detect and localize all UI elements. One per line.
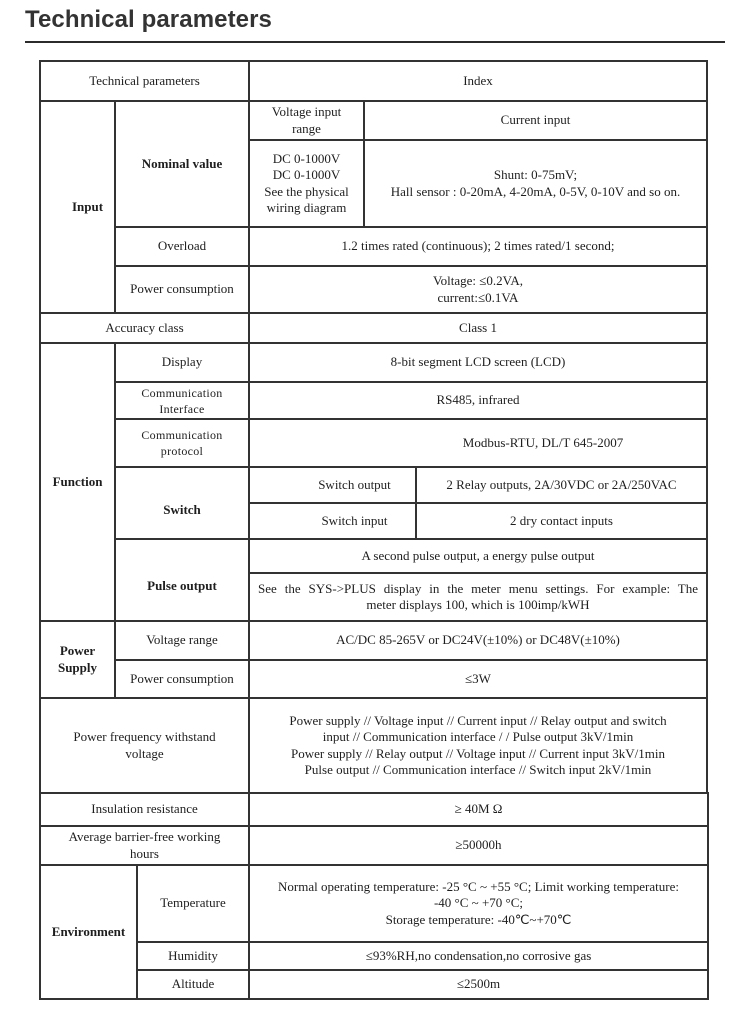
voltage-range-value: [248, 620, 708, 661]
mtbf-value: [248, 825, 709, 866]
humidity-label: [136, 941, 250, 971]
accuracy-class-label: [39, 312, 250, 344]
environment-group-label: [39, 864, 138, 1000]
communication-protocol-value: [248, 418, 708, 468]
withstand-label-line: voltage: [125, 745, 164, 761]
header-index: Index: [463, 72, 493, 88]
voltage-input-range-header: [248, 100, 365, 141]
switch-output-value: [415, 466, 708, 504]
humidity-label-text: Humidity: [168, 947, 218, 963]
voltage-range-label: [114, 620, 250, 661]
insulation-resistance-label: [39, 792, 250, 827]
display-label-text: Display: [161, 354, 203, 370]
supply-power-consumption-label-text: Power consumption: [130, 670, 234, 686]
comm-interface-value-text: RS485, infrared: [436, 392, 520, 408]
overload-label-text: Overload: [157, 238, 207, 254]
header-parameter-cell: [39, 60, 250, 102]
current-value-line: Shunt: 0-75mV;: [493, 167, 578, 182]
overload-value-text: 1.2 times rated (continuous); 2 times rated/1 second;: [341, 238, 615, 254]
power-supply-label-line: Power: [59, 643, 96, 658]
pulse-output-types: [248, 538, 708, 574]
overload-value: [248, 226, 708, 267]
withstand-voltage-value: [248, 697, 708, 794]
pulse-note-line: meter displays 100, which is 100imp/kWH: [366, 597, 590, 612]
voltage-input-value: [248, 139, 365, 228]
altitude-label: [136, 969, 250, 1000]
altitude-value: [248, 969, 709, 1000]
switch-output-label-text: Switch output: [318, 476, 391, 492]
accuracy-class-value: [248, 312, 708, 344]
comm-interface-label-line: Interface: [159, 401, 205, 416]
current-input-value: [363, 139, 708, 228]
switch-output-label: [248, 466, 417, 504]
communication-interface-value: [248, 381, 708, 420]
supply-power-consumption-value: [248, 659, 708, 699]
withstand-value-line: Pulse output // Communication interface // Switch input 2kV/1min: [304, 762, 652, 777]
temperature-label: [136, 864, 250, 943]
withstand-value-line: input // Communication interface / / Pulse output 3kV/1min: [322, 729, 634, 744]
input-power-consumption-line: current:≤0.1VA: [437, 289, 519, 305]
insulation-resistance-value: [248, 792, 709, 827]
page-title: Technical parameters: [25, 6, 273, 33]
input-power-consumption-label: [114, 265, 250, 314]
temperature-value-line: -40 °C ~ +70 °C;: [433, 895, 524, 911]
comm-protocol-value-text: Modbus-RTU, DL/T 645-2007: [462, 434, 624, 450]
altitude-label-text: Altitude: [171, 976, 215, 992]
function-label: Function: [52, 473, 103, 489]
power-supply-group-label: [39, 620, 116, 699]
comm-protocol-label-line: Communication: [141, 428, 223, 442]
header-parameter: Technical parameters: [89, 72, 200, 88]
voltage-range-value-text: AC/DC 85-265V or DC24V(±10%) or DC48V(±10%): [336, 632, 620, 648]
voltage-header-line: range: [292, 120, 321, 136]
voltage-header-line: Voltage input: [271, 104, 342, 119]
pulse-note-line: See the SYS->PLUS display in the meter menu settings. For example: The: [258, 580, 698, 596]
switch-label: [114, 466, 250, 540]
comm-interface-label-line: Communication: [141, 385, 223, 400]
input-power-consumption-line: Voltage: ≤0.2VA,: [432, 273, 524, 288]
mtbf-value-text: ≥50000h: [455, 837, 502, 853]
comm-protocol-label-line: protocol: [160, 444, 204, 458]
insulation-label-text: Insulation resistance: [91, 801, 198, 817]
header-index-cell: [248, 60, 708, 102]
supply-power-consumption-value-text: ≤3W: [465, 670, 491, 686]
pulse-output-types-text: A second pulse output, a energy pulse output: [361, 547, 595, 563]
function-group-label: [39, 342, 116, 622]
voltage-value-line: wiring diagram: [266, 200, 347, 215]
overload-label: [114, 226, 250, 267]
withstand-value-line: Power supply // Relay output // Voltage input // Current input 3kV/1min: [291, 745, 665, 761]
humidity-value-text: ≤93%RH,no condensation,no corrosive gas: [365, 947, 592, 963]
mtbf-label: [39, 825, 250, 866]
switch-label-text: Switch: [163, 501, 201, 517]
withstand-voltage-label: [39, 697, 250, 794]
switch-input-label-text: Switch input: [321, 512, 388, 528]
pulse-output-label: [114, 538, 250, 622]
display-value-text: 8-bit segment LCD screen (LCD): [390, 354, 566, 370]
altitude-value-text: ≤2500m: [456, 976, 501, 992]
power-supply-label-line: Supply: [57, 659, 98, 675]
switch-output-value-text: 2 Relay outputs, 2A/30VDC or 2A/250VAC: [446, 476, 677, 492]
mtbf-label-line: Average barrier-free working: [68, 829, 221, 844]
accuracy-value-text: Class 1: [459, 319, 497, 335]
voltage-value-line: See the physical: [264, 183, 349, 199]
current-value-line: Hall sensor : 0-20mA, 4-20mA, 0-5V, 0-10V and so on.: [390, 183, 681, 199]
pulse-output-note: [248, 572, 708, 622]
withstand-value-line: Power supply // Voltage input // Current input // Relay output and switch: [289, 712, 667, 728]
temperature-value: [248, 864, 709, 943]
switch-input-value: [415, 502, 708, 540]
communication-protocol-label: [114, 418, 250, 468]
communication-interface-label: [114, 381, 250, 420]
environment-label: Environment: [51, 923, 126, 939]
switch-input-value-text: 2 dry contact inputs: [510, 512, 613, 528]
input-power-consumption-label-text: Power consumption: [130, 281, 234, 297]
accuracy-label-text: Accuracy class: [105, 319, 184, 335]
mtbf-label-line: hours: [130, 845, 159, 861]
display-value: [248, 342, 708, 383]
humidity-value: [248, 941, 709, 971]
temperature-value-line: Normal operating temperature: -25 °C ~ +55 °C; Limit working temperature:: [278, 878, 679, 894]
nominal-value-text: Nominal value: [141, 155, 223, 171]
pulse-output-label-text: Pulse output: [147, 577, 217, 593]
input-label: Input: [71, 198, 104, 214]
input-group-label: [39, 100, 116, 314]
nominal-value-label: [114, 100, 250, 228]
title-divider: [25, 41, 725, 43]
current-header-text: Current input: [500, 112, 571, 128]
current-input-header: [363, 100, 708, 141]
voltage-value-line: DC 0-1000V: [272, 167, 341, 182]
input-power-consumption-value: [248, 265, 708, 314]
supply-power-consumption-label: [114, 659, 250, 699]
temperature-value-line: Storage temperature: -40℃~+70℃: [385, 911, 572, 927]
switch-input-label: [248, 502, 417, 540]
temperature-label-text: Temperature: [160, 895, 226, 911]
insulation-value-text: ≥ 40M Ω: [454, 801, 503, 817]
voltage-range-label-text: Voltage range: [146, 632, 218, 648]
withstand-label-line: Power frequency withstand: [73, 729, 216, 744]
voltage-value-line: DC 0-1000V: [272, 150, 341, 166]
display-label: [114, 342, 250, 383]
